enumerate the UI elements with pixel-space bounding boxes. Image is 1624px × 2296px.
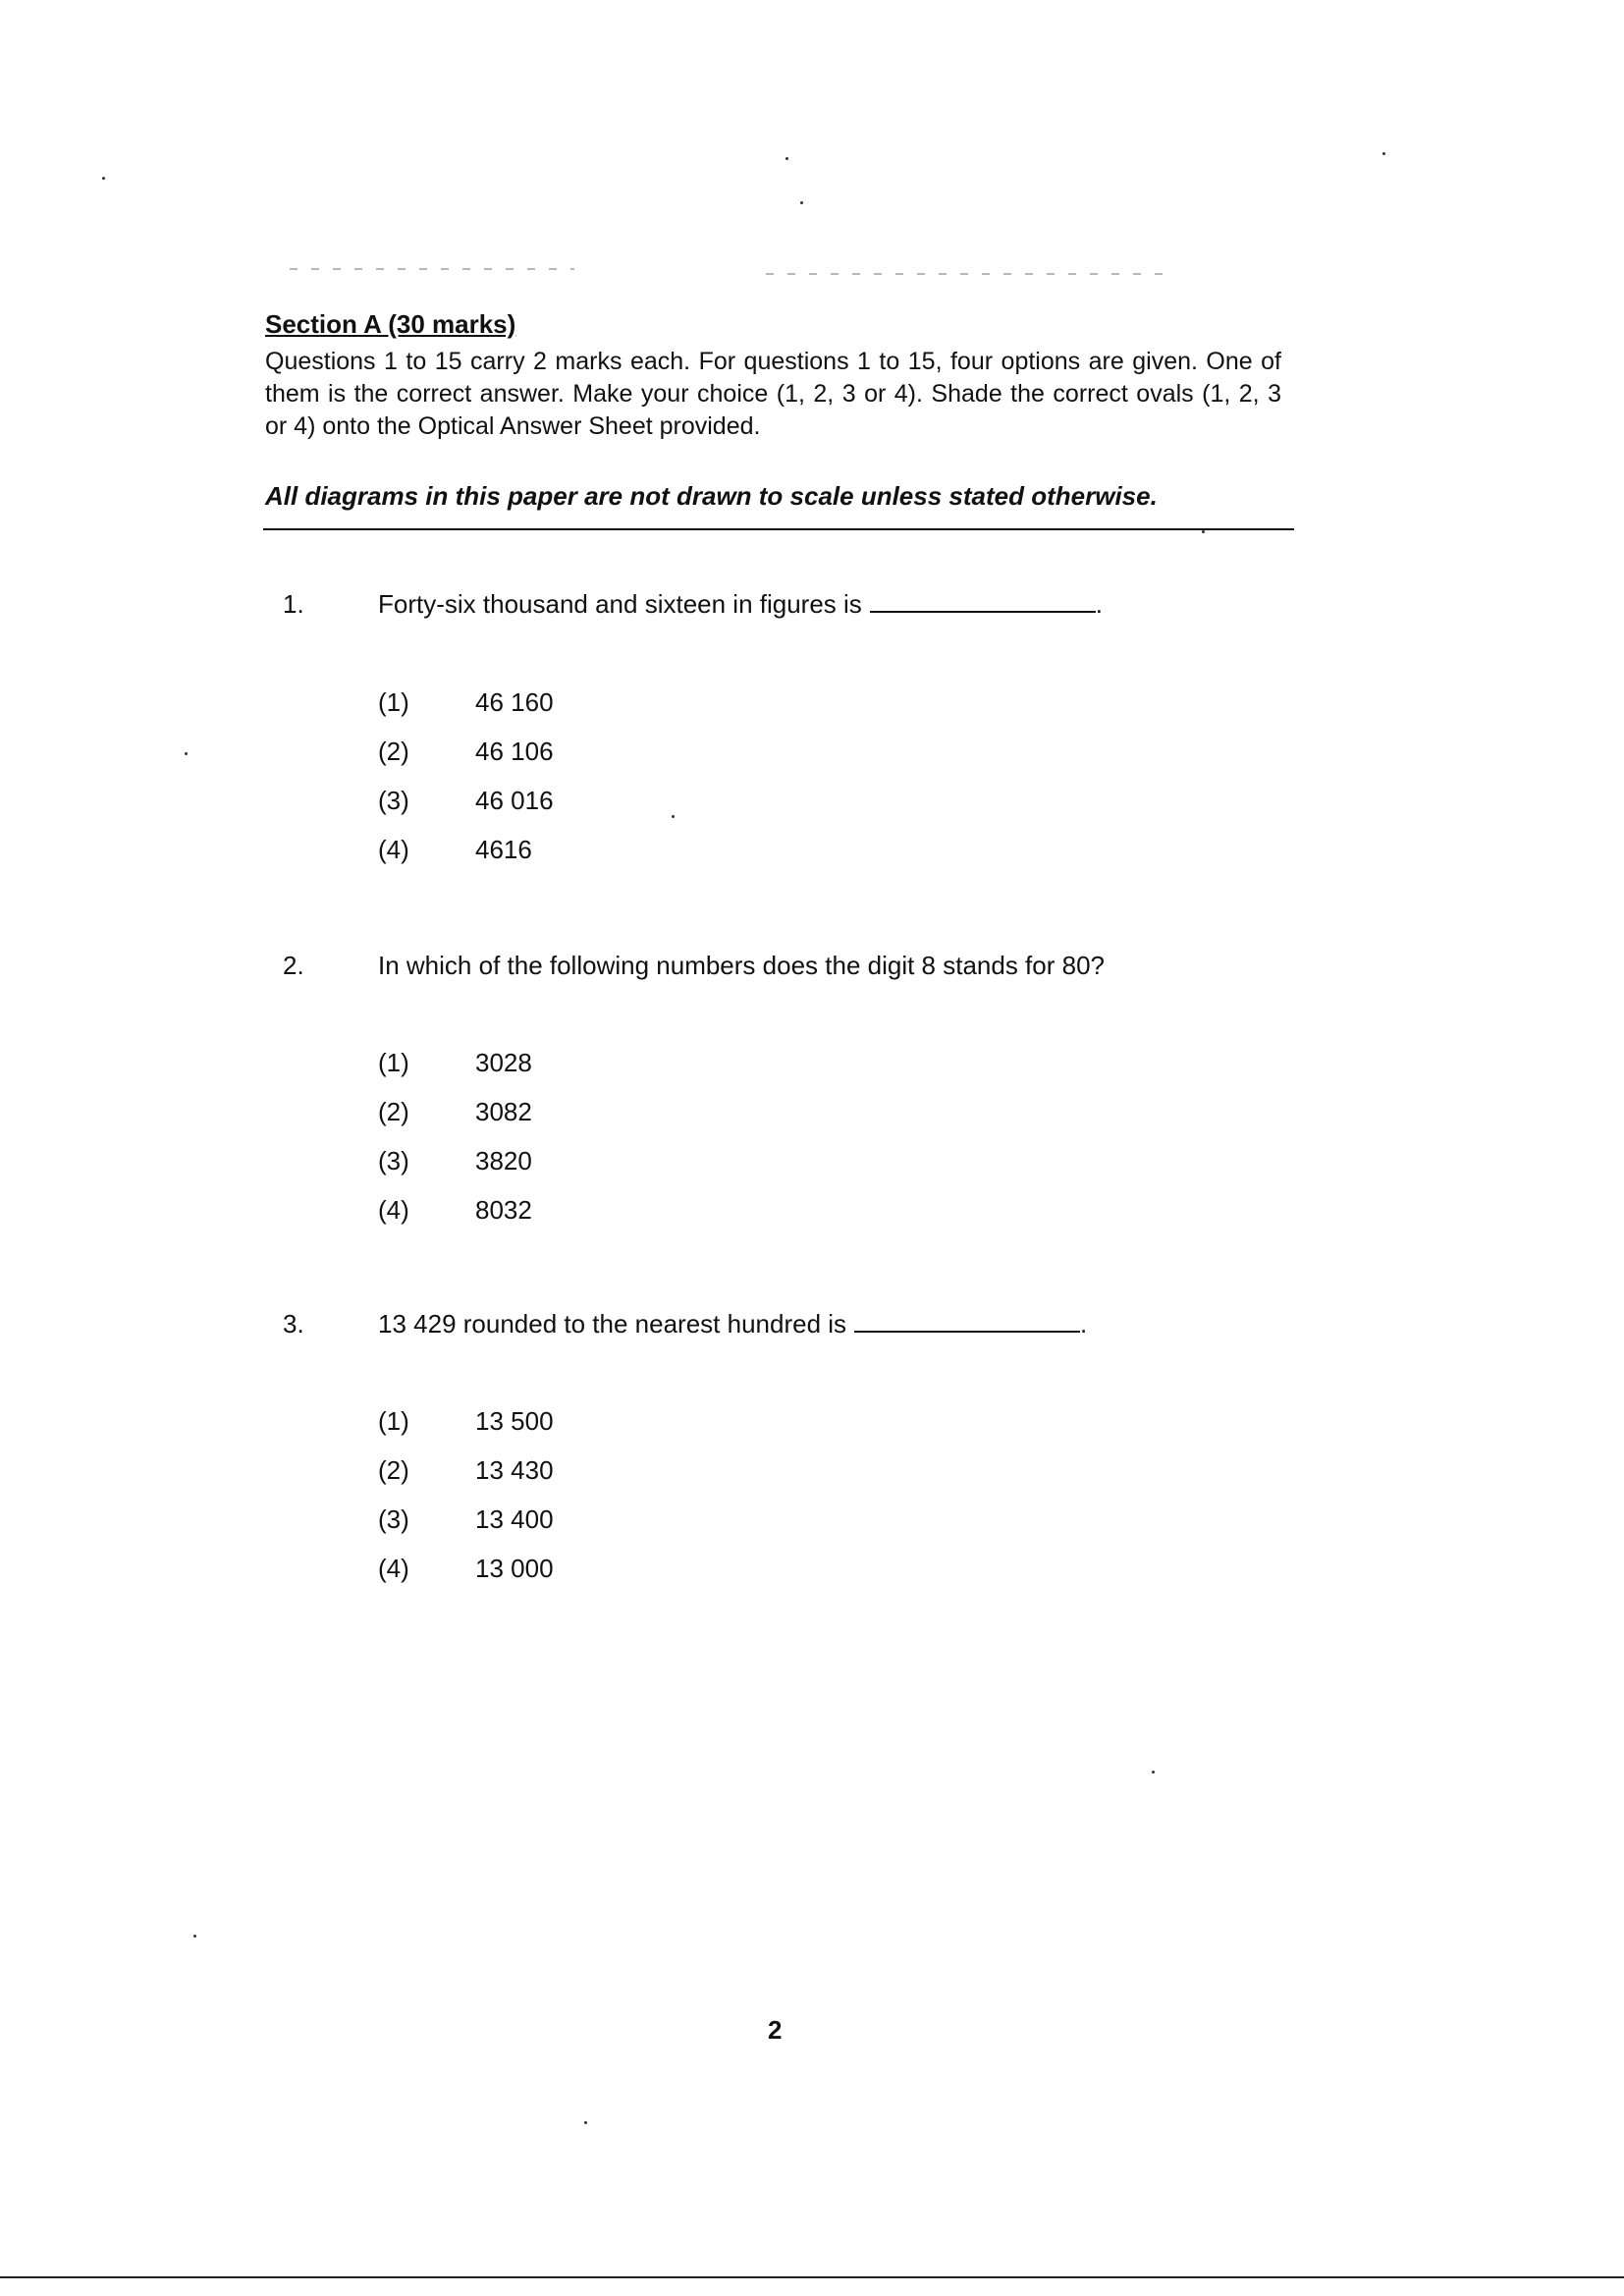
question-number: 2. xyxy=(283,951,304,980)
scan-artifact xyxy=(290,268,574,270)
question-prompt: Forty-six thousand and sixteen in figures is xyxy=(378,589,862,619)
option-label: (1) xyxy=(378,687,409,717)
option-value: 46 016 xyxy=(475,786,554,815)
question-prompt: 13 429 rounded to the nearest hundred is xyxy=(378,1309,847,1339)
option-label: (2) xyxy=(378,1097,409,1126)
scan-speck xyxy=(102,177,105,180)
scan-speck xyxy=(672,815,675,818)
option-label: (2) xyxy=(378,737,409,766)
option-label: (4) xyxy=(378,1554,409,1583)
question-end: . xyxy=(1080,1309,1088,1339)
question-prompt: In which of the following numbers does the digit 8 stands for 80? xyxy=(378,951,1105,980)
option-value: 46 160 xyxy=(475,687,554,717)
scan-speck xyxy=(800,201,803,204)
page-number: 2 xyxy=(768,2015,783,2045)
scan-speck xyxy=(785,157,788,160)
scan-speck xyxy=(1202,530,1205,533)
option-value: 13 400 xyxy=(475,1504,554,1534)
option-label: (4) xyxy=(378,1195,409,1225)
option-value: 3820 xyxy=(475,1146,532,1175)
answer-blank xyxy=(854,1309,1080,1333)
option-value: 3028 xyxy=(475,1048,532,1077)
scale-note: All diagrams in this paper are not drawn to scale unless stated otherwise. xyxy=(265,481,1158,511)
option-label: (3) xyxy=(378,786,409,815)
question-text xyxy=(378,589,1103,620)
option-value: 13 500 xyxy=(475,1406,554,1436)
option-value: 3082 xyxy=(475,1097,532,1126)
scan-artifact xyxy=(766,273,1168,275)
option-value: 13 000 xyxy=(475,1554,554,1583)
scan-speck xyxy=(584,2121,587,2124)
option-label: (3) xyxy=(378,1146,409,1175)
instructions: Questions 1 to 15 carry 2 marks each. For questions 1 to 15, four options are given. One of them is the correct answer. Make your choice (1, 2, 3 or 4). Shade the correct ovals (1, 2, 3 or 4) onto the Optical Answer Sheet provided. xyxy=(265,348,1281,440)
scan-speck xyxy=(185,752,188,755)
option-label: (1) xyxy=(378,1406,409,1436)
question-text xyxy=(378,1309,1087,1339)
bottom-edge-line xyxy=(0,2276,1624,2278)
option-value: 4616 xyxy=(475,835,532,864)
question-number: 1. xyxy=(283,589,304,619)
answer-blank xyxy=(870,589,1096,613)
scan-speck xyxy=(193,1935,196,1938)
option-value: 46 106 xyxy=(475,737,554,766)
option-label: (1) xyxy=(378,1048,409,1077)
question-number: 3. xyxy=(283,1309,304,1339)
divider xyxy=(263,528,1294,530)
option-value: 13 430 xyxy=(475,1455,554,1485)
question-end: . xyxy=(1095,589,1104,619)
scan-speck xyxy=(1152,1771,1155,1774)
option-label: (3) xyxy=(378,1504,409,1534)
section-title: Section A (30 marks) xyxy=(265,309,516,339)
option-label: (4) xyxy=(378,835,409,864)
option-value: 8032 xyxy=(475,1195,532,1225)
scan-speck xyxy=(1382,152,1385,155)
question-text xyxy=(378,951,1105,981)
option-label: (2) xyxy=(378,1455,409,1485)
